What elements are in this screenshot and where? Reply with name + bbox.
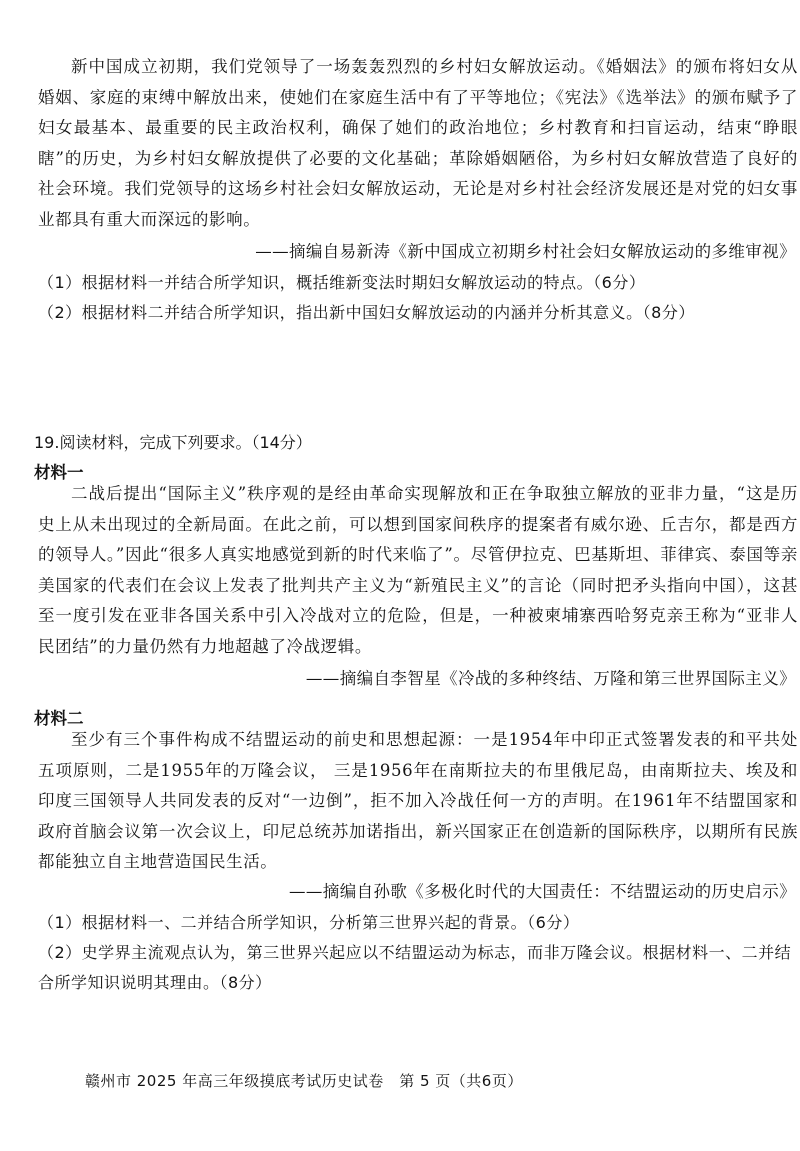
q19-sub2: （2）史学界主流观点认为，第三世界兴起应以不结盟运动为标志，而非万隆会议。根据材料一、二并结合所学知识说明其理由。（8分）: [38, 943, 792, 992]
q18-sub1: （1）根据材料一并结合所学知识，概括维新变法时期妇女解放运动的特点。（6分）: [38, 273, 646, 292]
q19-material2-label: 材料二: [34, 709, 84, 728]
q19-material1-text: 二战后提出“国际主义”秩序观的是经由革命实现解放和正在争取独立解放的亚非力量，“这是历史上从未出现过的全新局面。在此之前，可以想到国家间秩序的提案者有威尔逊、丘吉尔，都是西方的领导人。”因此“很多人真实地感觉到新的时代来临了”。尽管伊拉克、巴基斯坦、菲律宾、泰国等亲美国家的代表们在会议上发表了批判共产主义为“新殖民主义”的言论（同时把矛头指向中国），这甚至一度引发在亚非各国关系中引入冷战对立的危险，但是，一种被柬埔寨西哈努克亲王称为“亚非人民团结”的力量仍然有力地超越了冷战逻辑。: [38, 484, 798, 656]
q19-heading: 19.阅读材料，完成下列要求。（14分）: [34, 433, 312, 452]
page-footer: 赣州市 2025 年高三年级摸底考试历史试卷 第 5 页（共6页）: [85, 1072, 523, 1090]
q19-material1-label: 材料一: [34, 463, 84, 482]
q19-material2-source: ——摘编自孙歌《多极化时代的大国责任：不结盟运动的历史启示》: [289, 882, 796, 901]
material-2-source: ——摘编自易新涛《新中国成立初期乡村社会妇女解放运动的多维审视》: [255, 242, 796, 261]
q19-sub1: （1）根据材料一、二并结合所学知识，分析第三世界兴起的背景。（6分）: [38, 913, 580, 932]
q18-sub2: （2）根据材料二并结合所学知识，指出新中国妇女解放运动的内涵并分析其意义。（8分）: [38, 303, 695, 322]
material-2-text: 新中国成立初期，我们党领导了一场轰轰烈烈的乡村妇女解放运动。《婚姻法》的颁布将妇女从婚姻、家庭的束缚中解放出来，使她们在家庭生活中有了平等地位；《宪法》《选举法》的颁布赋予了妇女最基本、最重要的民主政治权利，确保了她们的政治地位；乡村教育和扫盲运动，结束“睁眼瞎”的历史，为乡村妇女解放提供了必要的文化基础；革除婚姻陋俗，为乡村妇女解放营造了良好的社会环境。我们党领导的这场乡村社会妇女解放运动，无论是对乡村社会经济发展还是对党的妇女事业都具有重大而深远的影响。: [38, 57, 798, 229]
q19-material1-source: ——摘编自李智星《冷战的多种终结、万隆和第三世界国际主义》: [305, 669, 796, 688]
q19-material2-text: 至少有三个事件构成不结盟运动的前史和思想起源：一是1954年中印正式签署发表的和平共处五项原则，二是1955年的万隆会议， 三是1956年在南斯拉夫的布里俄尼岛，由南斯拉夫、埃及和印度三国领导人共同发表的反对“一边倒”，拒不加入冷战任何一方的声明。在1961年不结盟国家和政府首脑会议第一次会议上，印尼总统苏加诺指出，新兴国家正在创造新的国际秩序，以期所有民族都能独立自主地营造国民生活。: [38, 730, 798, 871]
